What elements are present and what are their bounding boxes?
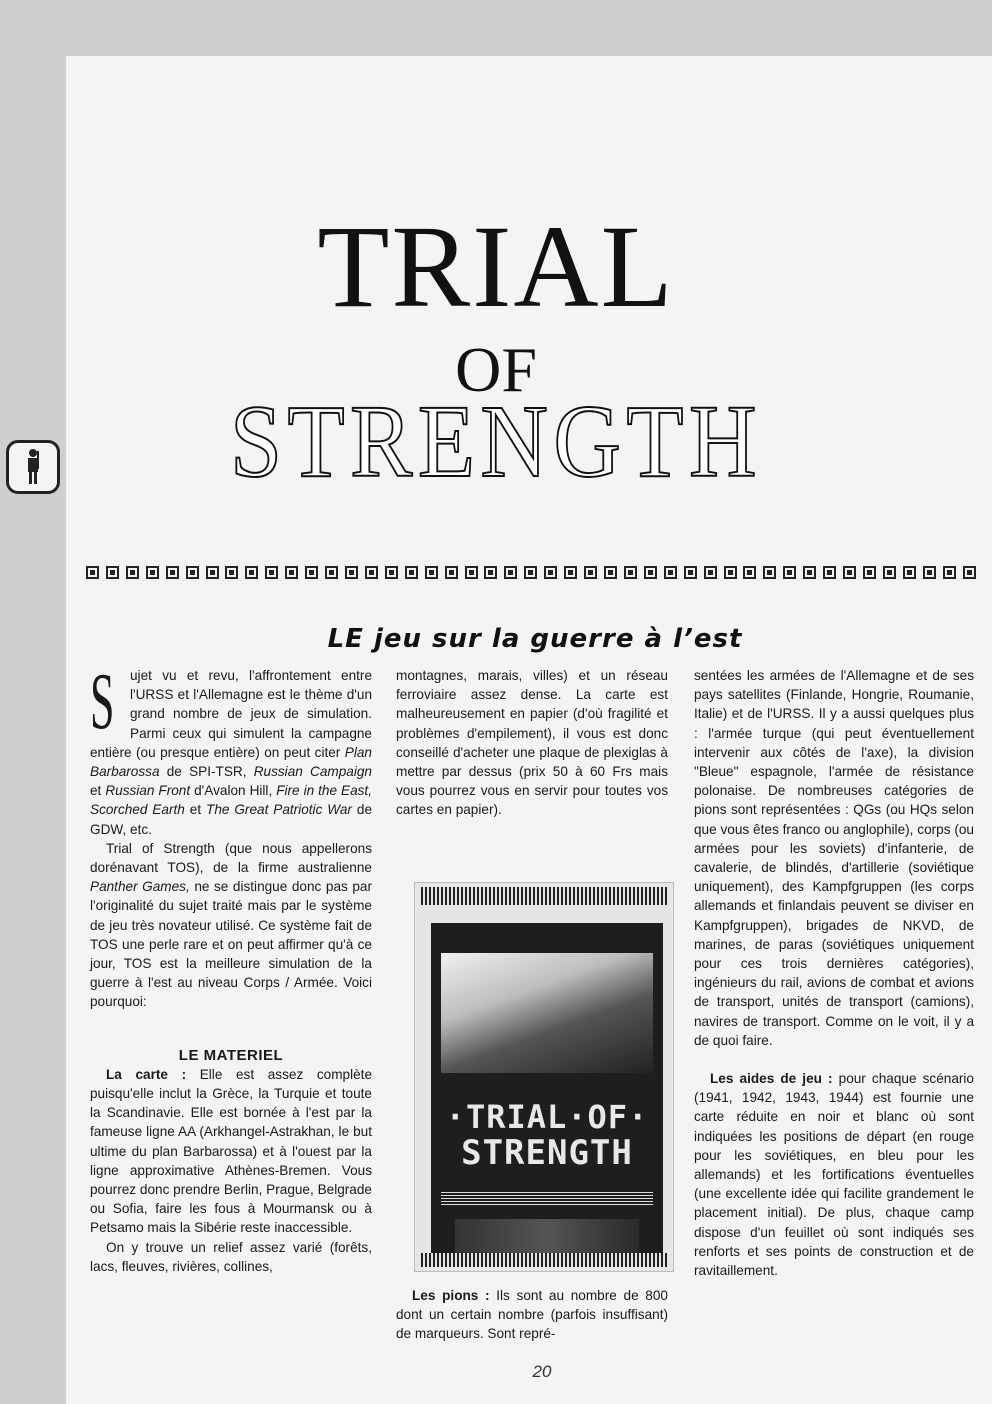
border-square — [883, 566, 896, 579]
border-square — [704, 566, 717, 579]
border-square — [783, 566, 796, 579]
border-square — [624, 566, 637, 579]
border-square — [106, 566, 119, 579]
border-square — [225, 566, 238, 579]
map-continued-paragraph: montagnes, marais, villes) et un réseau ferroviaire assez dense. La carte est malheureusement en papier (d'où fragilité et problèmes d'empilement), il vous est donc conseillé d'acheter une plaque de plexiglas à mettre par dessus (prix 50 à 60 Frs mais vous pourrez vous en servir pour toutes vos cartes en papier). — [396, 668, 668, 818]
relief-paragraph: On y trouve un relief assez varié (forêts, lacs, fleuves, rivières, collines, — [90, 1239, 372, 1274]
border-square — [684, 566, 697, 579]
text-column-3 — [694, 666, 974, 1280]
border-square — [664, 566, 677, 579]
border-square — [245, 566, 258, 579]
map-paragraph: La carte : Elle est assez complète puisqu'elle inclut la Grèce, la Turquie et toute la Scandinavie. Elle est bornée à l'est par la fameuse ligne AA (Arkhangel-Astrakhan, le but ultime du plan Barbarossa) et à l'ouest par la ligne approximative Athènes-Bremen. Vous pourrez donc prendre Berlin, Prague, Belgrade ou Sofia, faire les fous à Mourmansk ou à Petsamo mais la Sibérie reste inaccessible. — [90, 1066, 372, 1236]
border-square — [445, 566, 458, 579]
border-square — [504, 566, 517, 579]
border-square — [943, 566, 956, 579]
border-square — [305, 566, 318, 579]
decorative-square-border — [86, 566, 976, 586]
game-aids-paragraph: Les aides de jeu : pour chaque scénario (1941, 1942, 1943, 1944) est fournie une carte réduite en noir et blanc où sont indiquées les positions de départ (en rouge pour les soviétiques, en bleu pour les allemands) et les fortifications éventuelles (une excellente idée qui facilite grandement le placement initial). De plus, chaque camp dispose d'un feuillet où sont indiqués ses renforts et ses points de construction et de ravitaillement. — [694, 1071, 974, 1279]
section-heading-materiel: LE MATERIEL — [178, 1046, 284, 1064]
border-square — [405, 566, 418, 579]
border-square — [365, 566, 378, 579]
title-strength: STRENGTH — [229, 384, 762, 499]
pions-paragraph: Les pions : Ils sont au nombre de 800 dont un certain nombre (parfois insuffisant) de marqueurs. Sont repré- — [396, 1288, 668, 1342]
border-square — [803, 566, 816, 579]
border-square — [843, 566, 856, 579]
border-square — [823, 566, 836, 579]
border-square — [564, 566, 577, 579]
border-square — [425, 566, 438, 579]
border-square — [923, 566, 936, 579]
border-square — [963, 566, 976, 579]
title-trial: TRIAL — [317, 201, 675, 332]
drop-cap: S — [90, 658, 115, 746]
border-square — [763, 566, 776, 579]
soldier-figure-icon — [18, 447, 48, 487]
article-subtitle: LE jeu sur la guerre à l’est — [327, 624, 743, 654]
border-square — [465, 566, 478, 579]
border-square — [584, 566, 597, 579]
border-square — [325, 566, 338, 579]
box-logo: ·TRIAL·OF· STRENGTH — [445, 1098, 649, 1173]
title-of: OF — [455, 334, 537, 405]
border-square — [863, 566, 876, 579]
border-square — [524, 566, 537, 579]
pions-block — [396, 1286, 668, 1344]
border-square — [385, 566, 398, 579]
border-square — [743, 566, 756, 579]
border-square — [265, 566, 278, 579]
border-square — [206, 566, 219, 579]
border-square — [146, 566, 159, 579]
border-square — [484, 566, 497, 579]
border-square — [345, 566, 358, 579]
units-paragraph: sentées les armées de l'Allemagne et de ses pays satellites (Finlande, Hongrie, Roumanie, Italie) et de l'URSS. Il y a aussi quelques plus : l'armée turque (qui peut éventuellement intervenir aux côtés de l'axe), la division "Bleue" espagnole, l'armée de résistance polonaise. De nombreuses catégories de pions sont représentées : QGs (ou HQs selon que vous êtes franco ou anglophile), corps (ou armées pour les soviets) d'infanterie, de cavalerie, de blindés, d'artillerie (soviétique uniquement), des Kampfgruppen (les corps allemands et finlandais peuvent se diviser en Kampfgruppen), brigades de NKVD, de marines, de paras (soviétiques uniquement pour ces trois dernières catégories), ingénieurs du rail, avions de combat et avions de transport, unités de transport (camions), navires de transport. Comme on le voit, il y a de quoi faire. — [694, 668, 974, 1048]
game-box-photo — [414, 882, 674, 1272]
intro-paragraph: S ujet vu et revu, l'affrontement entre l'URSS et l'Allemagne est le thème d'un grand nombre de jeux de simulation. Parmi ceux qui simulent la campagne entière (ou presque entière) on peut citer Plan Barbarossa de SPI-TSR, Russian Campaign et Russian Front d'Avalon Hill, Fire in the East, Scorched Earth et The Great Patriotic War de GDW, etc. — [90, 658, 373, 837]
tos-paragraph: Trial of Strength (que nous appellerons dorénavant TOS), de la firme australienne Panther Games, ne se distingue donc pas par l'originalité du sujet traité mais par le système de jeu très novateur utilisé. Ce système fait de TOS une perle rare et on peut affirmer qu'à ce jour, TOS est la meilleure simulation de la guerre à l'est au niveau Corps / Armée. Voici pourquoi: — [90, 840, 372, 1010]
border-square — [903, 566, 916, 579]
border-square — [166, 566, 179, 579]
page-number: 20 — [532, 1362, 552, 1381]
border-square — [724, 566, 737, 579]
border-square — [544, 566, 557, 579]
border-square — [604, 566, 617, 579]
box-cover-art — [441, 953, 653, 1073]
border-square — [86, 566, 99, 579]
border-square — [644, 566, 657, 579]
border-square — [285, 566, 298, 579]
border-square — [186, 566, 199, 579]
text-column-2 — [396, 666, 668, 820]
text-column-1 — [90, 658, 373, 1276]
border-square — [126, 566, 139, 579]
